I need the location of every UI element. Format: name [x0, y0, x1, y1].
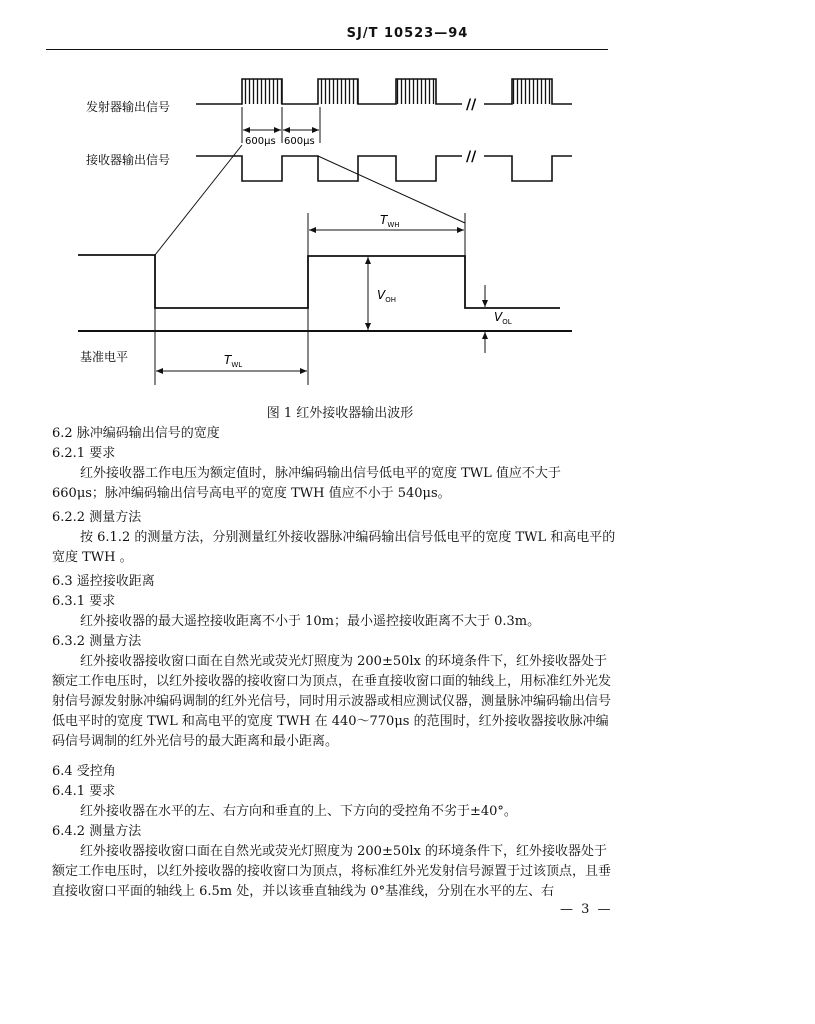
figure-caption: 图 1 红外接收器输出波形: [266, 406, 414, 421]
tx-burst-3: [396, 79, 436, 104]
tx-burst-4: [512, 79, 552, 104]
section-6-2-2-heading: 6.2.2 测量方法: [52, 510, 142, 525]
standard-code-header: SJ/T 10523—94: [346, 26, 469, 41]
section-6-4-2-body: 红外接收器接收窗口面在自然光或荧光灯照度为 200±50lx 的环境条件下，红外接收器处于额定工作电压时，以红外接收器的接收窗口为顶点，将标准红外光发射信号源置于过该顶点，且垂直接收窗口平面的轴线上 6.5m 处，并以该垂直轴线为 0°基准线，分别在水平的左、右: [52, 844, 612, 899]
section-6-4-1-heading: 6.4.1 要求: [52, 784, 116, 799]
dim-600-b-label: 600μs: [284, 136, 315, 147]
tx-burst-2: [318, 79, 358, 104]
rx-signal-trace: [196, 156, 572, 181]
page-number: — 3 —: [560, 902, 613, 917]
tx-burst-1: [242, 79, 282, 104]
twl-symbol: $T_{WL}$: [224, 353, 243, 369]
header-rule: [46, 49, 608, 50]
voh-symbol: $V_{OH}$: [377, 288, 396, 304]
section-6-3-1-body: 红外接收器的最大遥控接收距离不小于 10m；最小遥控接收距离不大于 0.3m。: [80, 614, 541, 629]
tx-break-mark: //: [466, 97, 477, 113]
waveform-figure: [0, 55, 640, 400]
section-6-3-1-heading: 6.3.1 要求: [52, 594, 116, 609]
dim-600-a-label: 600μs: [245, 136, 276, 147]
section-6-2-1-body: 红外接收器工作电压为额定值时，脉冲编码输出信号低电平的宽度 TWL 值应不大于 660μs；脉冲编码输出信号高电平的宽度 TWH 值应不小于 540μs。: [52, 466, 561, 501]
section-6-4-2-heading: 6.4.2 测量方法: [52, 824, 142, 839]
reference-level-label: 基准电平: [80, 350, 129, 364]
section-6-2-1-heading: 6.2.1 要求: [52, 446, 116, 461]
vol-symbol: $V_{OL}$: [494, 310, 512, 326]
section-6-3-2-heading: 6.3.2 测量方法: [52, 634, 142, 649]
rx-signal-label: 接收器输出信号: [86, 153, 171, 167]
magnified-waveform: [78, 255, 560, 308]
section-6-3-heading: 6.3 遥控接收距离: [52, 574, 155, 589]
section-6-4-heading: 6.4 受控角: [52, 764, 116, 779]
zoom-guide-right: [318, 156, 465, 223]
section-6-2-2-body: 按 6.1.2 的测量方法，分别测量红外接收器脉冲编码输出信号低电平的宽度 TWL 和高电平的宽度 TWH 。: [52, 530, 616, 565]
tx-signal-label: 发射器输出信号: [86, 100, 171, 114]
section-6-2-heading: 6.2 脉冲编码输出信号的宽度: [52, 426, 220, 441]
rx-break-mark: //: [466, 149, 477, 165]
section-6-4-1-body: 红外接收器在水平的左、右方向和垂直的上、下方向的受控角不劣于±40°。: [80, 804, 517, 819]
section-6-3-2-body: 红外接收器接收窗口面在自然光或荧光灯照度为 200±50lx 的环境条件下，红外接收器处于额定工作电压时，以红外接收器的接收窗口为顶点，在垂直接收窗口面的轴线上，用标准红外光发射信号源发射脉冲编码调制的红外光信号，同时用示波器或相应测试仪器，测量脉冲编码输出信号低电平时的宽度 TWL 和高电平的宽度 TWH 在 440～770μs 的范围时，红外接收器接收脉冲编码信号调制的红外光信号的最大距离和最小距离。: [52, 654, 612, 749]
twh-symbol: $T_{WH}$: [380, 213, 400, 229]
